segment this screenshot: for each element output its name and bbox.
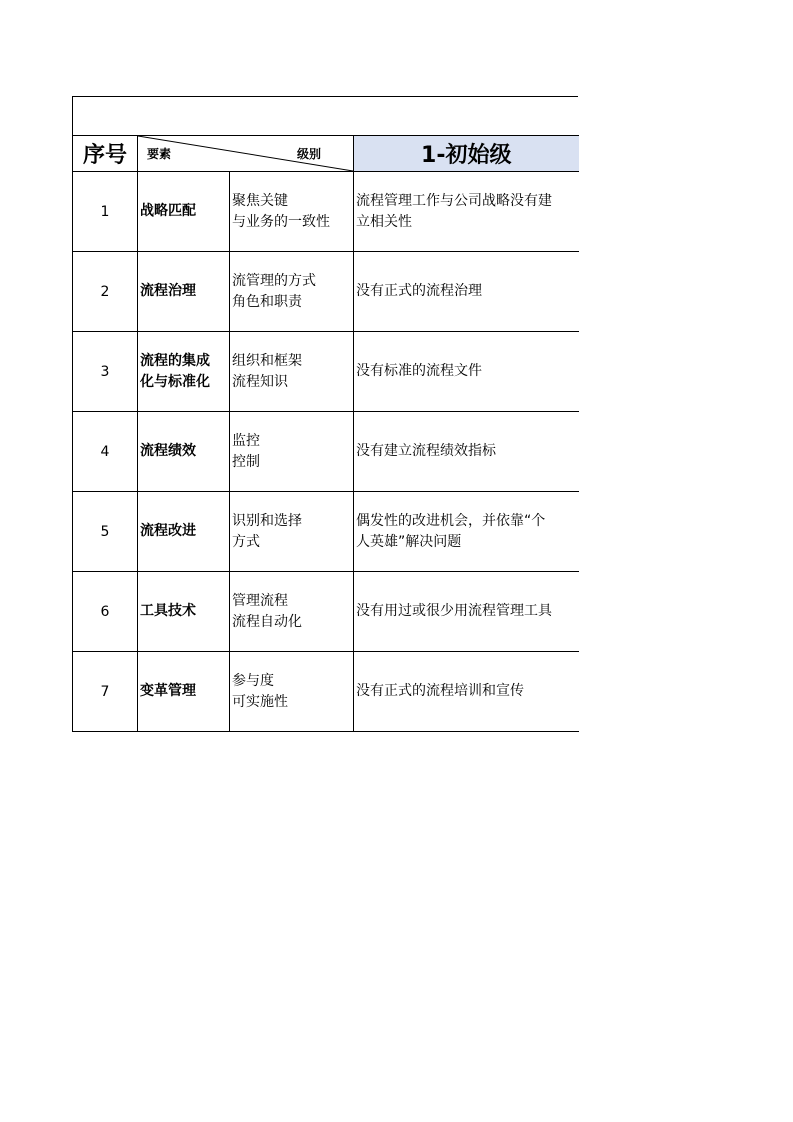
row-element (138, 332, 230, 412)
header-row (73, 136, 579, 172)
row-element-line: 流程的集成 (140, 352, 210, 369)
row-element-line: 变革管理 (140, 683, 196, 699)
row-level-description-line: 偶发性的改进机会，并依靠“个 (356, 512, 546, 529)
row-sub-elements-line: 监控 (232, 432, 260, 449)
row-element (138, 572, 230, 652)
row-index: 1 (73, 172, 138, 252)
row-element (138, 492, 230, 572)
row-sub-elements-line: 参与度 (232, 672, 274, 689)
header-level-axis-label: 级别 (296, 147, 321, 161)
row-index: 5 (73, 492, 138, 572)
row-sub-elements-line: 组织和框架 (232, 352, 302, 369)
table-row (73, 492, 579, 572)
header-index: 序号 (73, 136, 138, 172)
row-level-description (354, 172, 579, 252)
table-row (73, 332, 579, 412)
row-element-line: 工具技术 (140, 603, 196, 619)
row-index: 6 (73, 572, 138, 652)
row-level-description (354, 492, 579, 572)
row-sub-elements-line: 控制 (232, 453, 260, 470)
row-sub-elements (230, 172, 354, 252)
row-sub-elements (230, 252, 354, 332)
row-level-description-line: 没有标准的流程文件 (356, 363, 482, 379)
row-sub-elements-line: 可实施性 (232, 693, 288, 710)
row-sub-elements-line: 流程知识 (232, 373, 288, 390)
row-sub-elements (230, 332, 354, 412)
row-sub-elements-line: 流程自动化 (232, 613, 302, 630)
table-row (73, 572, 579, 652)
row-level-description-line: 没有用过或很少用流程管理工具 (356, 603, 552, 619)
row-sub-elements-line: 角色和职责 (232, 293, 302, 310)
row-level-description-line: 没有正式的流程治理 (356, 283, 482, 299)
row-element-line: 流程绩效 (140, 443, 196, 459)
table-row (73, 652, 579, 732)
row-level-description-line: 立相关性 (356, 213, 412, 230)
row-level-description (354, 572, 579, 652)
row-index: 2 (73, 252, 138, 332)
row-sub-elements-line: 方式 (232, 533, 260, 550)
title-row (72, 96, 578, 135)
row-level-description (354, 332, 579, 412)
row-sub-elements (230, 412, 354, 492)
row-index: 7 (73, 652, 138, 732)
row-element-line: 流程治理 (140, 283, 196, 299)
table-grid (72, 135, 579, 732)
table-row (73, 252, 579, 332)
row-element (138, 652, 230, 732)
row-sub-elements (230, 652, 354, 732)
row-sub-elements (230, 572, 354, 652)
row-level-description (354, 412, 579, 492)
row-level-description-line: 没有正式的流程培训和宣传 (356, 683, 524, 699)
row-element-line: 流程改进 (140, 523, 196, 539)
table-row (73, 172, 579, 252)
row-sub-elements-line: 与业务的一致性 (232, 213, 330, 230)
row-element-line: 化与标准化 (140, 373, 210, 390)
row-level-description-line: 人英雄”解决问题 (356, 533, 462, 550)
row-level-description-line: 没有建立流程绩效指标 (356, 443, 496, 459)
row-sub-elements-line: 管理流程 (232, 592, 288, 609)
header-element-label: 要素 (147, 147, 172, 161)
row-level-description (354, 252, 579, 332)
row-index: 4 (73, 412, 138, 492)
row-sub-elements-line: 聚焦关键 (232, 192, 288, 209)
row-index: 3 (73, 332, 138, 412)
row-sub-elements-line: 识别和选择 (232, 512, 302, 529)
row-element (138, 172, 230, 252)
header-level: 1-初始级 (354, 136, 579, 172)
row-level-description-line: 流程管理工作与公司战略没有建 (356, 192, 552, 209)
row-element (138, 412, 230, 492)
header-diagonal-cell (138, 136, 354, 172)
row-sub-elements (230, 492, 354, 572)
table-row (73, 412, 579, 492)
row-element (138, 252, 230, 332)
row-sub-elements-line: 流管理的方式 (232, 272, 316, 289)
row-level-description (354, 652, 579, 732)
maturity-table (72, 96, 578, 732)
row-element-line: 战略匹配 (140, 203, 196, 219)
